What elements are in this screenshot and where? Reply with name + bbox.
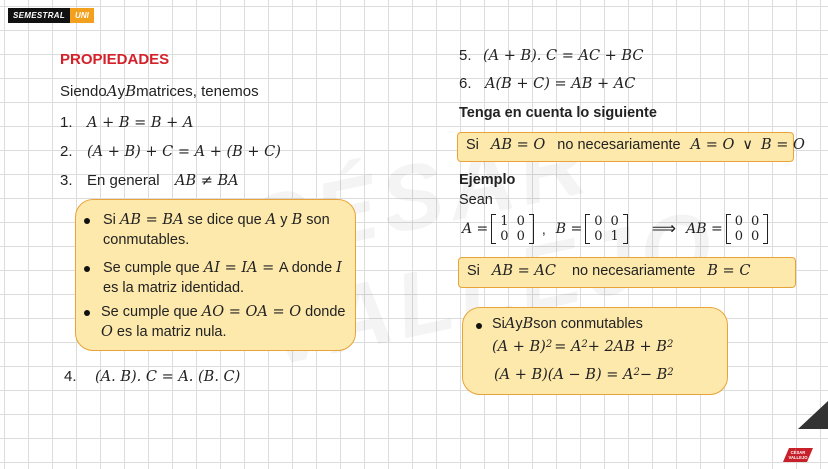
matrix-b: 0 0 0 1 [585, 214, 628, 244]
matrix-ab: 0 0 0 0 [726, 214, 769, 244]
badge-uni: UNI [70, 8, 94, 23]
property-3: 3. En general AB ≠ BA [60, 172, 239, 189]
cesar-vallejo-logo [783, 446, 813, 462]
intro-text: Siendo A y B matrices, tenemos [60, 82, 259, 100]
difference-formula: (A + B)(A − B) = A 2 − B 2 [494, 367, 674, 383]
matrix-a: 1 0 0 0 [491, 214, 534, 244]
bullet-icon [84, 218, 90, 224]
implies-icon: ⟹ [651, 219, 677, 238]
property-1: 1. A + B = B + A [60, 114, 194, 131]
bullet-identity: Se cumple que AI = IA = A donde I es la matriz identidad. [103, 260, 342, 296]
section-title: PROPIEDADES [60, 51, 170, 68]
square-formula: (A + B) 2 = A 2 + 2AB + B 2 [492, 339, 674, 355]
conmutables-line: Si A y B son conmutables [492, 316, 643, 332]
bullet-icon [476, 323, 482, 329]
bullet-null: Se cumple que AO = OA = O donde O es la matriz nula. [101, 304, 346, 340]
example-matrices: A = 1 0 0 0 , B = 0 0 0 1 ⟹ AB = 0 0 0 0 [462, 214, 768, 244]
bullet-icon [84, 310, 90, 316]
example-title: Ejemplo [459, 172, 516, 188]
svg-text:VALLEJO: VALLEJO [788, 455, 808, 460]
bullet-icon [84, 266, 90, 272]
note-1-text: Si AB = O no necesariamente A = O ∨ B = O [466, 137, 805, 153]
bullet-commutative: Si AB = BA se dice que A y B son conmutables. [103, 212, 330, 248]
svg-text:CÉSAR: CÉSAR [790, 450, 806, 455]
course-badge [8, 8, 94, 23]
property-6: 6. A(B + C) = AB + AC [459, 75, 636, 92]
property-5: 5. (A + B). C = AC + BC [459, 47, 644, 64]
property-4: 4. (A. B). C = A. (B. C) [64, 368, 241, 385]
sean-label: Sean [459, 192, 493, 208]
property-2: 2. (A + B) + C = A + (B + C) [60, 143, 281, 160]
note-title: Tenga en cuenta lo siguiente [459, 105, 657, 121]
corner-decoration [798, 401, 828, 429]
badge-semestral: SEMESTRAL [8, 8, 70, 23]
note-2-text: Si AB = AC no necesariamente B = C [467, 263, 751, 279]
